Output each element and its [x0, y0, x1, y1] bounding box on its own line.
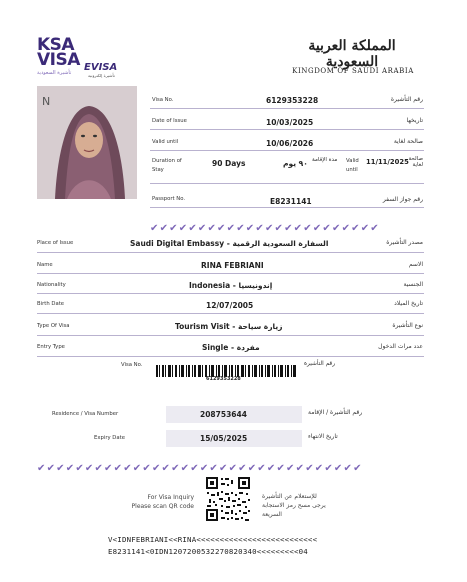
type-arabic: نوع التأشيرة: [392, 322, 423, 329]
check-pattern-row: ✔✔✔✔✔✔✔✔✔✔✔✔✔✔✔✔✔✔✔✔✔✔✔✔: [150, 223, 379, 234]
valid-until-arabic: صالحة لغاية: [393, 138, 423, 145]
expiry-arabic: تاريخ الانتهاء: [308, 433, 338, 440]
visa-no-arabic: رقم التأشيرة: [390, 96, 423, 103]
date-issue-value: 10/03/2025: [266, 118, 314, 127]
barcode-arabic-label: رقم التأشيرة: [304, 361, 336, 367]
inquiry-arabic-line2: يرجى مسح رمز الاستجابة السريعة: [262, 502, 326, 518]
nationality-label: Nationality: [37, 282, 66, 288]
valid-until2-value: 11/11/2025: [366, 158, 409, 166]
entry-label: Entry Type: [37, 344, 65, 350]
inquiry-english: [124, 493, 194, 511]
divider: [37, 252, 424, 253]
divider: [37, 313, 424, 314]
qr-code: [204, 475, 252, 523]
valid-until2-label-line1: Valid: [346, 158, 359, 164]
entry-value: Single - مفردة: [202, 343, 260, 352]
date-issue-arabic: تاريخها: [406, 117, 423, 124]
holder-photo: [37, 86, 137, 199]
divider: [37, 273, 424, 274]
kingdom-arabic: المملكة العربية السعودية: [308, 38, 396, 70]
barcode-number: 6129353228: [206, 376, 241, 382]
birth-arabic: تاريخ الميلاد: [394, 300, 423, 307]
valid-until-value: 10/06/2026: [266, 139, 314, 148]
inquiry-arabic-line1: للإستعلام عن التأشيرة: [262, 493, 317, 500]
valid-until2-label: [346, 158, 359, 173]
residence-value: 208753644: [200, 410, 247, 419]
name-value: RINA FEBRIANI: [201, 261, 264, 270]
check-pattern-row: ✔✔✔✔✔✔✔✔✔✔✔✔✔✔✔✔✔✔✔✔✔✔✔✔✔✔✔✔✔✔✔✔✔✔: [37, 463, 362, 474]
place-arabic: مصدر التأشيرة: [386, 239, 423, 246]
date-issue-label: Date of Issue: [152, 118, 187, 124]
divider: [37, 293, 424, 294]
evisa-logo: EVISA: [84, 62, 118, 73]
birth-value: 12/07/2005: [206, 301, 254, 310]
valid-until-label: Valid until: [152, 139, 179, 145]
inquiry-english-line2: Please scan QR code: [131, 503, 194, 510]
residence-arabic: رقم التأشيرة / الإقامة: [308, 409, 363, 416]
divider: [150, 129, 424, 130]
divider: [150, 108, 424, 109]
divider: [150, 150, 424, 151]
residence-label: Residence / Visa Number: [52, 411, 119, 417]
visa-no-value: 6129353228: [266, 96, 319, 105]
duration-arabic-value: ٩٠ يوم: [283, 159, 308, 168]
valid-until2-arabic-line2: لغاية: [412, 162, 423, 168]
type-label: Type Of Visa: [37, 323, 70, 329]
kingdom-english: KINGDOM OF SAUDI ARABIA: [292, 67, 414, 75]
valid-until2-label-line2: until: [346, 167, 358, 173]
duration-arabic-label: مدة الإقامة: [312, 157, 338, 163]
valid-until2-arabic-line1: صالحة: [408, 156, 423, 162]
barcode-label: Visa No.: [121, 362, 143, 368]
photo-illustration: [37, 86, 137, 199]
divider: [37, 356, 424, 357]
logo-ksa-arabic: تأشيرة السعودية: [37, 70, 72, 76]
mrz-line-1: V<IDNFEBRIANI<<RINA<<<<<<<<<<<<<<<<<<<<<<<<<<: [108, 535, 318, 544]
expiry-label: Expiry Date: [94, 435, 125, 441]
photo-mark: N: [42, 95, 51, 108]
place-label: Place of Issue: [37, 240, 74, 246]
expiry-value: 15/05/2025: [200, 434, 248, 443]
type-value: Tourism Visit - زيارة سياحة: [175, 322, 283, 331]
inquiry-arabic: [262, 492, 342, 519]
logo-ksa-text: KSA: [37, 35, 75, 55]
qr-code-image: [204, 475, 252, 523]
divider: [150, 183, 424, 184]
evisa-arabic: تأشيرة إلكترونية: [88, 73, 115, 78]
nationality-value: Indonesia - إندونيسيا: [189, 281, 273, 290]
divider: [150, 207, 424, 208]
birth-label: Birth Date: [37, 301, 65, 307]
logo-visa-text: VISA: [37, 50, 80, 70]
barcode: [156, 362, 296, 374]
name-label: Name: [37, 262, 53, 268]
passport-label: Passport No.: [152, 196, 186, 202]
duration-value: 90 Days: [212, 159, 246, 168]
passport-value: E8231141: [270, 197, 312, 206]
name-arabic: الاسم: [408, 261, 423, 268]
duration-label: [152, 158, 182, 173]
duration-label-line1: Duration of: [152, 158, 182, 164]
inquiry-english-line1: For Visa Inquiry: [147, 494, 194, 501]
ksa-logo: [37, 35, 80, 70]
valid-until2-arabic: [408, 156, 423, 168]
mrz-line-2: E8231141<0IDN1207200532270820340<<<<<<<<<04: [108, 547, 308, 556]
passport-arabic: رقم جواز السفر: [382, 196, 423, 203]
duration-label-line2: Stay: [152, 167, 164, 173]
nationality-arabic: الجنسية: [403, 281, 423, 288]
entry-arabic: عدد مرات الدخول: [378, 343, 423, 350]
divider: [37, 335, 424, 336]
place-value: Saudi Digital Embassy - السفارة السعودية الرقمية: [130, 239, 329, 248]
visa-no-label: Visa No.: [152, 97, 174, 103]
